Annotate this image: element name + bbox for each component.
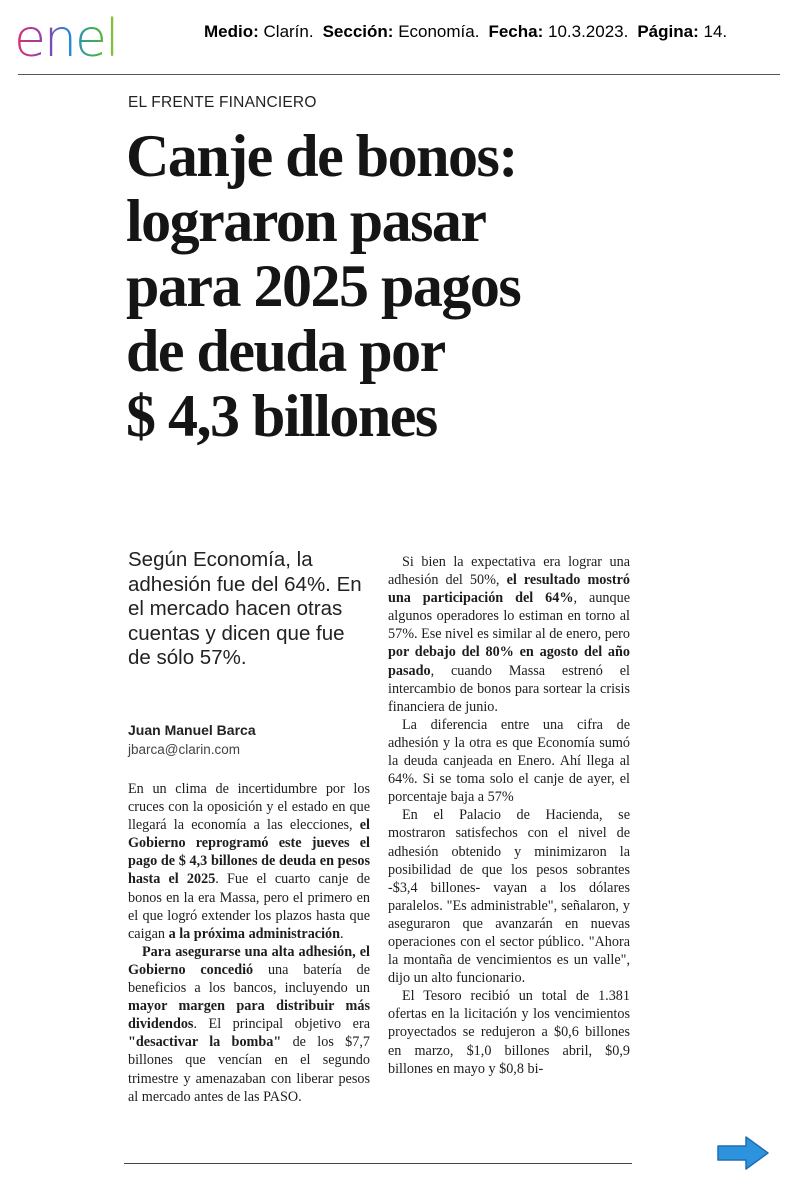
headline-line: Canje de bonos: (126, 123, 517, 189)
medio-label: Medio: (204, 22, 259, 41)
header-divider (18, 74, 780, 75)
source-metadata (204, 22, 727, 42)
enel-logo (14, 12, 174, 68)
headline-line: $ 4,3 billones (126, 383, 437, 449)
body-paragraph: El Tesoro recibió un total de 1.381 ofertas en la licitación y los vencimientos proyectados se redujeron a $0,6 billones en marzo, $1,0 billones abril, $0,9 billones en mayo y $0,8 bi- (388, 988, 630, 1077)
footer-divider (124, 1163, 632, 1164)
pagina-value: 14. (703, 22, 728, 41)
author-email: jbarca@clarin.com (128, 742, 240, 757)
fecha-label: Fecha: (488, 22, 544, 41)
headline (126, 124, 666, 449)
medio-value: Clarín. (263, 22, 314, 41)
author-name: Juan Manuel Barca (128, 722, 256, 738)
section-label: EL FRENTE FINANCIERO (128, 94, 317, 111)
body-paragraph: Si bien la expectativa era lograr una adhesión del 50%, el resultado mostró una participación del 64%, aunque algunos operadores lo estiman en torno al 57%. Ese nivel es similar al de enero, pero por debajo del 80% en agosto del año pasado, cuando Massa estrenó el intercambio de bonos para sortear la crisis financiera de junio. (388, 554, 630, 715)
headline-line: para 2025 pagos (126, 253, 521, 319)
article-column-left (128, 780, 370, 1142)
seccion-value: Economía. (398, 22, 480, 41)
summary-deck: Según Economía, la adhesión fue del 64%. En el mercado hacen otras cuentas y dicen que fue de sólo 57%. (128, 548, 362, 669)
body-paragraph: La diferencia entre una cifra de adhesión y la otra es que Economía sumó la deuda canjeada en Enero. Ahí llega al 64%. Si se toma solo el canje de ayer, el porcentaje baja a 57% (388, 716, 630, 806)
article-column-right (388, 553, 630, 1143)
right-arrow-icon[interactable] (716, 1134, 770, 1172)
page-header (0, 0, 800, 76)
pagina-label: Página: (637, 22, 699, 41)
svg-text:enel: enel (14, 12, 118, 68)
body-paragraph: En un clima de incertidumbre por los cruces con la oposición y el estado en que llegará la economía a las elecciones, el Gobierno reprogramó este jueves el pago de $ 4,3 billones de deuda en pesos hasta el 2025. Fue el cuarto canje de bonos en la era Massa, pero el primero en el que logró extender los plazos hasta que caigan a la próxima administración. (128, 781, 370, 942)
seccion-label: Sección: (322, 22, 394, 41)
body-paragraph: En el Palacio de Hacienda, se mostraron satisfechos con el nivel de adhesión obtenido y minimizaron la posibilidad de que los pesos sobrantes -$3,4 billones- vayan a los dólares paralelos. "Es administrable", señalaron, y aseguraron que avanzarán en nuevas operaciones con el sector público. "Ahora la montaña de vencimientos es un valle", dijo un alto funcionario. (388, 807, 630, 987)
headline-line: lograron pasar (126, 188, 486, 254)
fecha-value: 10.3.2023. (547, 22, 629, 41)
body-paragraph: Para asegurarse una alta adhesión, el Gobierno concedió una batería de beneficios a los bancos, incluyendo un mayor margen para distribuir más dividendos. El principal objetivo era "desactivar la bomba" de los $7,7 billones que vencían en el segundo trimestre y amenazaban con liberar pesos al mercado antes de las PASO. (128, 943, 370, 1105)
headline-line: de deuda por (126, 318, 445, 384)
